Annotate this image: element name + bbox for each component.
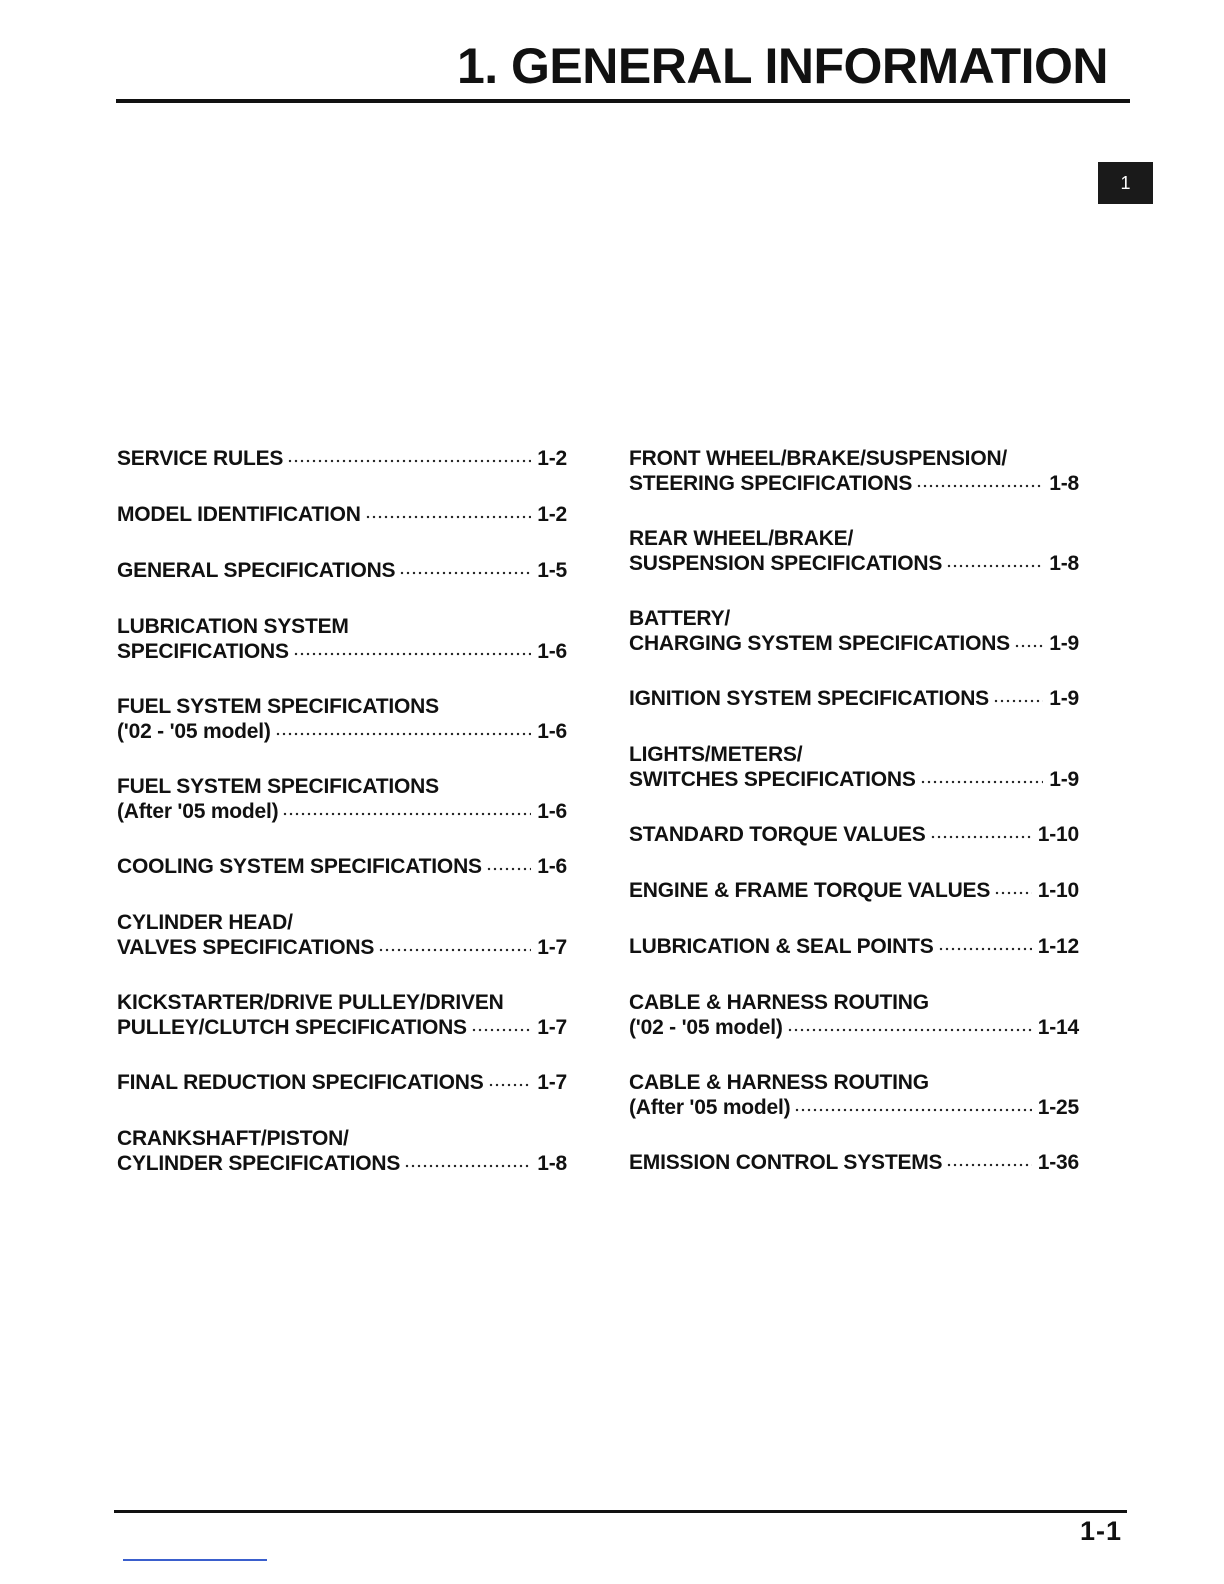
toc-entry[interactable] [117, 854, 567, 879]
toc-page-number[interactable]: 1-10 [1037, 823, 1079, 846]
toc-page-number[interactable]: 1-2 [537, 503, 567, 526]
toc-entry[interactable] [117, 446, 567, 471]
page-title: 1. GENERAL INFORMATION [456, 38, 1108, 94]
toc-entry[interactable] [117, 502, 567, 527]
toc-entry-label: IGNITION SYSTEM SPECIFICATIONS [629, 687, 989, 710]
dot-leader [275, 732, 532, 736]
toc-entry[interactable] [629, 606, 1079, 656]
toc-entry-line [629, 471, 1079, 496]
toc-entry-label: EMISSION CONTROL SYSTEMS [629, 1151, 943, 1174]
toc-entry-line [629, 1015, 1079, 1040]
toc-entry-line [629, 1095, 1079, 1120]
toc-entry-line: CABLE & HARNESS ROUTING [629, 991, 929, 1014]
toc-entry[interactable] [629, 446, 1079, 496]
dot-leader [993, 699, 1043, 703]
toc-page-number[interactable]: 1-14 [1037, 1016, 1079, 1039]
toc-entry-line: LIGHTS/METERS/ [629, 743, 803, 766]
toc-entry-label: SUSPENSION SPECIFICATIONS [629, 552, 943, 575]
toc-page-number[interactable]: 1-12 [1037, 935, 1079, 958]
toc-entry[interactable] [629, 1150, 1079, 1175]
toc-page-number[interactable]: 1-9 [1049, 632, 1079, 655]
dot-leader [287, 459, 531, 463]
toc-entry-label: STEERING SPECIFICATIONS [629, 472, 913, 495]
toc-entry-label: SPECIFICATIONS [117, 640, 289, 663]
toc-entry-line [629, 934, 1079, 959]
toc-entry-line [117, 446, 567, 471]
toc-entry-line: FUEL SYSTEM SPECIFICATIONS [117, 775, 439, 798]
toc-entry-label: PULLEY/CLUTCH SPECIFICATIONS [117, 1016, 467, 1039]
toc-entry-label: SERVICE RULES [117, 447, 284, 470]
toc-page-number[interactable]: 1-6 [537, 855, 567, 878]
toc-entry-line: REAR WHEEL/BRAKE/ [629, 527, 854, 550]
toc-entry-line [629, 822, 1079, 847]
toc-entry[interactable] [117, 614, 567, 664]
toc-page-number[interactable]: 1-8 [1049, 552, 1079, 575]
toc-entry-label: ENGINE & FRAME TORQUE VALUES [629, 879, 991, 902]
toc-page-number[interactable]: 1-10 [1037, 879, 1079, 902]
link-underline [123, 1559, 267, 1561]
toc-page-number[interactable]: 1-6 [537, 720, 567, 743]
toc-entry[interactable] [629, 990, 1079, 1040]
toc-page-number[interactable]: 1-8 [1049, 472, 1079, 495]
toc-entry-label: SWITCHES SPECIFICATIONS [629, 768, 916, 791]
dot-leader [293, 652, 531, 656]
toc-entry[interactable] [117, 558, 567, 583]
toc-entry-label: STANDARD TORQUE VALUES [629, 823, 926, 846]
dot-leader [378, 948, 531, 952]
chapter-tab[interactable]: 1 [1098, 162, 1153, 204]
toc-entry-line: CYLINDER HEAD/ [117, 911, 293, 934]
toc-entry-line [629, 767, 1079, 792]
page-number: 1-1 [1079, 1516, 1122, 1546]
toc-entry[interactable] [117, 694, 567, 744]
toc-entry-line [117, 1151, 567, 1176]
dot-leader [1014, 644, 1043, 648]
toc-entry-line [629, 1150, 1079, 1175]
toc-entry-line: FUEL SYSTEM SPECIFICATIONS [117, 695, 439, 718]
toc-entry-line: LUBRICATION SYSTEM [117, 615, 349, 638]
toc-entry-line [117, 854, 567, 879]
toc-entry-line [117, 639, 567, 664]
dot-leader [916, 484, 1043, 488]
toc-entry[interactable] [629, 526, 1079, 576]
toc-page-number[interactable]: 1-36 [1037, 1151, 1079, 1174]
dot-leader [920, 780, 1044, 784]
toc-page-number[interactable]: 1-6 [537, 640, 567, 663]
toc-page-number[interactable]: 1-7 [537, 1071, 567, 1094]
toc-entry[interactable] [629, 878, 1079, 903]
toc-entry-line: BATTERY/ [629, 607, 731, 630]
toc-entry-line: KICKSTARTER/DRIVE PULLEY/DRIVEN [117, 991, 504, 1014]
toc-entry[interactable] [629, 822, 1079, 847]
toc-entry-line [117, 1070, 567, 1095]
dot-leader [946, 1163, 1031, 1167]
toc-page-number[interactable]: 1-7 [537, 1016, 567, 1039]
toc-entry-label: VALVES SPECIFICATIONS [117, 936, 375, 959]
toc-entry-line [117, 1015, 567, 1040]
toc-page-number[interactable]: 1-9 [1049, 687, 1079, 710]
toc-entry-label: CYLINDER SPECIFICATIONS [117, 1152, 401, 1175]
toc-page-number[interactable]: 1-9 [1049, 768, 1079, 791]
toc-entry-label: FINAL REDUCTION SPECIFICATIONS [117, 1071, 484, 1094]
toc-page-number[interactable]: 1-6 [537, 800, 567, 823]
toc-entry-label: COOLING SYSTEM SPECIFICATIONS [117, 855, 482, 878]
dot-leader [399, 571, 531, 575]
toc-page-number[interactable]: 1-25 [1037, 1096, 1079, 1119]
toc-page-number[interactable]: 1-5 [537, 559, 567, 582]
toc-entry-line [629, 686, 1079, 711]
toc-entry-label: (After '05 model) [629, 1096, 791, 1119]
toc-page-number[interactable]: 1-7 [537, 936, 567, 959]
toc-entry-line [629, 878, 1079, 903]
dot-leader [486, 867, 531, 871]
toc-entry-line [117, 719, 567, 744]
toc-entry-line: CRANKSHAFT/PISTON/ [117, 1127, 349, 1150]
toc-entry-label: (After '05 model) [117, 800, 279, 823]
toc-entry[interactable] [629, 1070, 1079, 1120]
toc-entry[interactable] [117, 1126, 567, 1176]
toc-entry[interactable] [117, 910, 567, 960]
toc-entry-line: FRONT WHEEL/BRAKE/SUSPENSION/ [629, 447, 1008, 470]
toc-entry[interactable] [629, 934, 1079, 959]
toc-entry-line [629, 631, 1079, 656]
dot-leader [787, 1028, 1032, 1032]
dot-leader [488, 1083, 532, 1087]
toc-entry-line: CABLE & HARNESS ROUTING [629, 1071, 929, 1094]
toc-entry-line [117, 502, 567, 527]
toc-entry-label: LUBRICATION & SEAL POINTS [629, 935, 934, 958]
header-rule [116, 99, 1130, 103]
toc-entry[interactable] [117, 774, 567, 824]
toc-entry-line [117, 935, 567, 960]
dot-leader [404, 1164, 531, 1168]
toc-entry-line [117, 558, 567, 583]
toc-entry[interactable] [629, 686, 1079, 711]
toc-entry-label: CHARGING SYSTEM SPECIFICATIONS [629, 632, 1010, 655]
toc-page-number[interactable]: 1-2 [537, 447, 567, 470]
toc-entry-line [629, 551, 1079, 576]
dot-leader [930, 835, 1032, 839]
toc-entry-label: GENERAL SPECIFICATIONS [117, 559, 396, 582]
toc-entry-label: ('02 - '05 model) [117, 720, 271, 743]
toc-entry[interactable] [629, 742, 1079, 792]
dot-leader [365, 515, 532, 519]
toc-entry-label: ('02 - '05 model) [629, 1016, 783, 1039]
dot-leader [471, 1028, 531, 1032]
dot-leader [994, 891, 1032, 895]
dot-leader [938, 947, 1032, 951]
toc-entry-label: MODEL IDENTIFICATION [117, 503, 361, 526]
dot-leader [946, 564, 1043, 568]
toc-entry-line [117, 799, 567, 824]
dot-leader [282, 812, 531, 816]
dot-leader [794, 1108, 1031, 1112]
toc-page-number[interactable]: 1-8 [537, 1152, 567, 1175]
footer-rule [114, 1510, 1127, 1513]
toc-entry[interactable] [117, 1070, 567, 1095]
toc-entry[interactable] [117, 990, 567, 1040]
